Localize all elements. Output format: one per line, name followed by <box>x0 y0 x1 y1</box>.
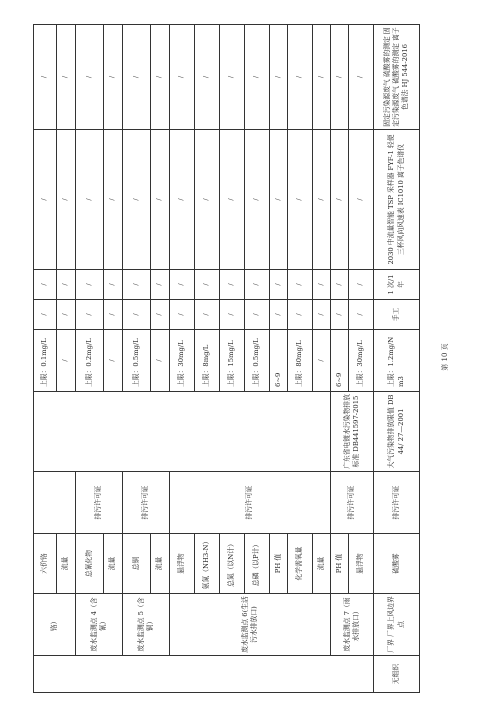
table-row <box>76 25 104 693</box>
category-cell: 无组织 <box>374 656 420 693</box>
analysis-method-cell: / <box>170 25 195 130</box>
frequency-cell: 1 次/1 年 <box>374 270 420 300</box>
item-cell: 六价铬 <box>34 534 57 594</box>
analysis-method-cell: / <box>220 25 245 130</box>
method-cell: / <box>220 300 245 330</box>
basis-cell: 排污许可证 <box>331 472 374 534</box>
method-cell: / <box>123 300 151 330</box>
method-cell: / <box>245 300 270 330</box>
limit-cell: 上限：0.1mg/L <box>34 330 57 392</box>
frequency-cell: / <box>313 270 331 300</box>
table-row <box>170 25 195 693</box>
item-cell: 流量 <box>57 534 76 594</box>
analysis-method-cell: / <box>151 25 170 130</box>
analysis-method-cell: / <box>57 25 76 130</box>
standard-cell: 广东省电镀水污染物排放标准 DB441597-2015 <box>331 392 374 472</box>
instrument-cell: / <box>220 130 245 270</box>
table-row <box>57 25 76 693</box>
instrument-cell: / <box>76 130 104 270</box>
item-cell: 悬浮物 <box>170 534 195 594</box>
basis-cell <box>34 472 76 534</box>
method-cell: / <box>34 300 57 330</box>
table-row <box>34 25 57 693</box>
analysis-method-cell: / <box>288 25 313 130</box>
table-row <box>104 25 123 693</box>
item-cell: 硫酸雾 <box>374 534 420 594</box>
limit-cell: 上限：1.2mg/Nm3 <box>374 330 420 392</box>
analysis-method-cell: / <box>34 25 57 130</box>
limit-cell: 上限：30mg/L <box>170 330 195 392</box>
limit-cell: 上限：0.2mg/L <box>76 330 104 392</box>
standard-cell: 大气污染物排放限值 DB44/ 27—2001 <box>374 392 420 472</box>
instrument-cell: / <box>57 130 76 270</box>
method-cell: / <box>270 300 288 330</box>
item-cell: 总磷（以P计） <box>245 534 270 594</box>
limit-cell: 上限：80mg/L <box>288 330 313 392</box>
analysis-method-cell: / <box>245 25 270 130</box>
limit-cell: 上限：8mg/L <box>195 330 220 392</box>
point-cell: 废水监测点 5（含铜） <box>123 594 170 656</box>
table-row <box>331 25 349 693</box>
frequency-cell: / <box>104 270 123 300</box>
analysis-method-cell: / <box>313 25 331 130</box>
analysis-method-cell: / <box>331 25 349 130</box>
item-cell: 总氰化物 <box>76 534 104 594</box>
instrument-cell: / <box>170 130 195 270</box>
basis-cell: 排污许可证 <box>76 472 123 534</box>
frequency-cell: / <box>170 270 195 300</box>
limit-cell: 上限：30mg/L <box>349 330 374 392</box>
limit-cell: / <box>151 330 170 392</box>
frequency-cell: / <box>123 270 151 300</box>
table-row <box>313 25 331 693</box>
analysis-method-cell: / <box>123 25 151 130</box>
frequency-cell: / <box>331 270 349 300</box>
table-row <box>220 25 245 693</box>
item-cell: 总氮（以N计） <box>220 534 245 594</box>
table-row <box>374 25 420 693</box>
category-cell <box>34 656 374 693</box>
instrument-cell: / <box>104 130 123 270</box>
analysis-method-cell: / <box>349 25 374 130</box>
point-cell: 厂界 厂界上风边界点 <box>374 594 420 656</box>
point-cell: 废水监测点 7（雨水排放口） <box>331 594 374 656</box>
standard-cell <box>34 392 331 472</box>
method-cell: 手工 <box>374 300 420 330</box>
monitoring-table <box>33 24 420 693</box>
point-cell: 废水监测点 4（含氰） <box>76 594 123 656</box>
page-number: 第 10 页 <box>441 343 449 371</box>
table-row <box>123 25 151 693</box>
frequency-cell: / <box>34 270 57 300</box>
table-row <box>195 25 220 693</box>
method-cell: / <box>104 300 123 330</box>
item-cell: 总铜 <box>123 534 151 594</box>
method-cell: / <box>195 300 220 330</box>
item-cell: PH 值 <box>270 534 288 594</box>
instrument-cell: / <box>349 130 374 270</box>
frequency-cell: / <box>151 270 170 300</box>
item-cell: 悬浮物 <box>349 534 374 594</box>
limit-cell: / <box>104 330 123 392</box>
table-row <box>270 25 288 693</box>
instrument-cell: / <box>288 130 313 270</box>
table-row <box>349 25 374 693</box>
method-cell: / <box>288 300 313 330</box>
instrument-cell: / <box>270 130 288 270</box>
basis-cell: 排污许可证 <box>170 472 331 534</box>
limit-cell: / <box>57 330 76 392</box>
method-cell: / <box>57 300 76 330</box>
analysis-method-cell: / <box>104 25 123 130</box>
item-cell: 化学需氧量 <box>288 534 313 594</box>
limit-cell: 6~9 <box>331 330 349 392</box>
limit-cell: 6~9 <box>270 330 288 392</box>
analysis-method-cell: / <box>76 25 104 130</box>
item-cell: 流量 <box>104 534 123 594</box>
instrument-cell: / <box>34 130 57 270</box>
frequency-cell: / <box>288 270 313 300</box>
instrument-cell: / <box>245 130 270 270</box>
analysis-method-cell: 固定污染源废气 硫酸雾的测定 固定污染源废气 硫酸雾的测定 离子色谱法 HJ 544-2016 <box>374 25 420 130</box>
method-cell: / <box>76 300 104 330</box>
method-cell: / <box>349 300 374 330</box>
instrument-cell: / <box>331 130 349 270</box>
item-cell: PH 值 <box>331 534 349 594</box>
analysis-method-cell: / <box>195 25 220 130</box>
limit-cell: / <box>313 330 331 392</box>
analysis-method-cell: / <box>270 25 288 130</box>
instrument-cell: / <box>151 130 170 270</box>
frequency-cell: / <box>245 270 270 300</box>
frequency-cell: / <box>57 270 76 300</box>
limit-cell: 上限：0.5mg/L <box>245 330 270 392</box>
frequency-cell: / <box>349 270 374 300</box>
item-cell: 流量 <box>151 534 170 594</box>
point-cell: 废水监测点 6(生活污水排放口) <box>170 594 331 656</box>
frequency-cell: / <box>220 270 245 300</box>
table-row <box>245 25 270 693</box>
table-row <box>151 25 170 693</box>
method-cell: / <box>331 300 349 330</box>
frequency-cell: / <box>195 270 220 300</box>
frequency-cell: / <box>270 270 288 300</box>
method-cell: / <box>151 300 170 330</box>
method-cell: / <box>170 300 195 330</box>
instrument-cell: 2030 中流量智能 TSP 采样器 FYF-1 轻便三杯风向风速表 IC1010 离子色谱仪 <box>374 130 420 270</box>
point-cell: 铬） <box>34 594 76 656</box>
instrument-cell: / <box>313 130 331 270</box>
basis-cell: 排污许可证 <box>123 472 170 534</box>
method-cell: / <box>313 300 331 330</box>
instrument-cell: / <box>195 130 220 270</box>
table-row <box>288 25 313 693</box>
item-cell: 流量 <box>313 534 331 594</box>
basis-cell: 排污许可证 <box>374 472 420 534</box>
limit-cell: 上限：15mg/L <box>220 330 245 392</box>
item-cell: 氨氮（NH3-N） <box>195 534 220 594</box>
limit-cell: 上限：0.5mg/L <box>123 330 151 392</box>
instrument-cell: / <box>123 130 151 270</box>
frequency-cell: / <box>76 270 104 300</box>
